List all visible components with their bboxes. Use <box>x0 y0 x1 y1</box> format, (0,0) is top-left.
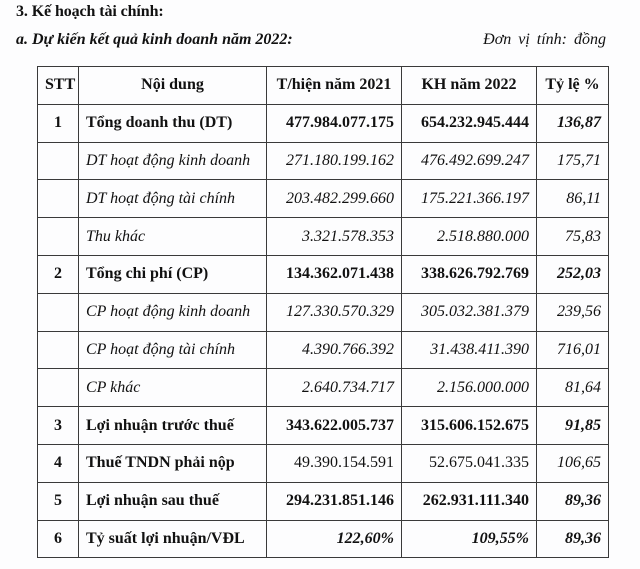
cell-label: Lợi nhuận trước thuế <box>79 407 267 445</box>
cell-stt <box>38 180 79 218</box>
cell-label: CP khác <box>79 369 267 407</box>
table-row-profit-capital-ratio <box>38 520 609 558</box>
section-heading: 3. Kế hoạch tài chính: <box>16 3 164 20</box>
header-stt: STT <box>38 67 79 105</box>
cell-ratio: 106,65 <box>537 444 609 482</box>
cell-stt: 2 <box>38 255 79 293</box>
cell-plan-2022: 175.221.366.197 <box>402 180 537 218</box>
cell-ratio: 716,01 <box>537 331 609 369</box>
cell-ratio: 86,11 <box>537 180 609 218</box>
table-row-profit-after-tax <box>38 482 609 520</box>
business-plan-table <box>37 66 609 558</box>
table-row <box>38 331 609 369</box>
cell-ratio: 136,87 <box>537 104 609 142</box>
cell-plan-2022: 305.032.381.379 <box>402 293 537 331</box>
cell-ratio: 252,03 <box>537 255 609 293</box>
cell-label: Thu khác <box>79 218 267 256</box>
cell-stt: 3 <box>38 407 79 445</box>
cell-actual-2021: 271.180.199.162 <box>267 142 402 180</box>
cell-stt <box>38 331 79 369</box>
cell-actual-2021: 343.622.005.737 <box>267 407 402 445</box>
header-content: Nội dung <box>79 67 267 105</box>
cell-stt: 6 <box>38 520 79 558</box>
table-row <box>38 142 609 180</box>
cell-stt <box>38 369 79 407</box>
cell-stt <box>38 218 79 256</box>
cell-plan-2022: 654.232.945.444 <box>402 104 537 142</box>
cell-ratio: 175,71 <box>537 142 609 180</box>
table-row <box>38 180 609 218</box>
table-row <box>38 293 609 331</box>
cell-ratio: 89,36 <box>537 520 609 558</box>
cell-label: Thuế TNDN phải nộp <box>79 444 267 482</box>
header-actual-2021: T/hiện năm 2021 <box>267 67 402 105</box>
cell-plan-2022: 2.518.880.000 <box>402 218 537 256</box>
cell-plan-2022: 2.156.000.000 <box>402 369 537 407</box>
cell-plan-2022: 315.606.152.675 <box>402 407 537 445</box>
cell-plan-2022: 52.675.041.335 <box>402 444 537 482</box>
table-row <box>38 369 609 407</box>
header-ratio: Tỷ lệ % <box>537 67 609 105</box>
table-row-cit-payable <box>38 444 609 482</box>
cell-plan-2022: 31.438.411.390 <box>402 331 537 369</box>
cell-stt: 5 <box>38 482 79 520</box>
cell-actual-2021: 294.231.851.146 <box>267 482 402 520</box>
table-row-profit-before-tax <box>38 407 609 445</box>
unit-label: Đơn vị tính: đồng <box>483 31 606 48</box>
cell-actual-2021: 477.984.077.175 <box>267 104 402 142</box>
cell-plan-2022: 262.931.111.340 <box>402 482 537 520</box>
table-row <box>38 218 609 256</box>
cell-label: Lợi nhuận sau thuế <box>79 482 267 520</box>
header-plan-2022: KH năm 2022 <box>402 67 537 105</box>
cell-actual-2021: 134.362.071.438 <box>267 255 402 293</box>
cell-label: CP hoạt động tài chính <box>79 331 267 369</box>
cell-actual-2021: 4.390.766.392 <box>267 331 402 369</box>
cell-stt: 1 <box>38 104 79 142</box>
table-header-row <box>38 67 609 105</box>
cell-stt <box>38 293 79 331</box>
cell-plan-2022: 476.492.699.247 <box>402 142 537 180</box>
cell-label: Tỷ suất lợi nhuận/VĐL <box>79 520 267 558</box>
cell-actual-2021: 122,60% <box>267 520 402 558</box>
cell-ratio: 239,56 <box>537 293 609 331</box>
cell-label: CP hoạt động kinh doanh <box>79 293 267 331</box>
cell-actual-2021: 3.321.578.353 <box>267 218 402 256</box>
table-row-total-revenue <box>38 104 609 142</box>
cell-label: DT hoạt động kinh doanh <box>79 142 267 180</box>
cell-stt: 4 <box>38 444 79 482</box>
cell-ratio: 75,83 <box>537 218 609 256</box>
cell-actual-2021: 127.330.570.329 <box>267 293 402 331</box>
cell-plan-2022: 109,55% <box>402 520 537 558</box>
cell-actual-2021: 203.482.299.660 <box>267 180 402 218</box>
cell-ratio: 89,36 <box>537 482 609 520</box>
cell-label: DT hoạt động tài chính <box>79 180 267 218</box>
cell-actual-2021: 49.390.154.591 <box>267 444 402 482</box>
cell-stt <box>38 142 79 180</box>
cell-label: Tổng doanh thu (DT) <box>79 104 267 142</box>
subsection-heading: a. Dự kiến kết quả kinh doanh năm 2022: <box>16 31 293 48</box>
cell-plan-2022: 338.626.792.769 <box>402 255 537 293</box>
cell-ratio: 91,85 <box>537 407 609 445</box>
table-row-total-cost <box>38 255 609 293</box>
cell-label: Tổng chi phí (CP) <box>79 255 267 293</box>
cell-ratio: 81,64 <box>537 369 609 407</box>
cell-actual-2021: 2.640.734.717 <box>267 369 402 407</box>
